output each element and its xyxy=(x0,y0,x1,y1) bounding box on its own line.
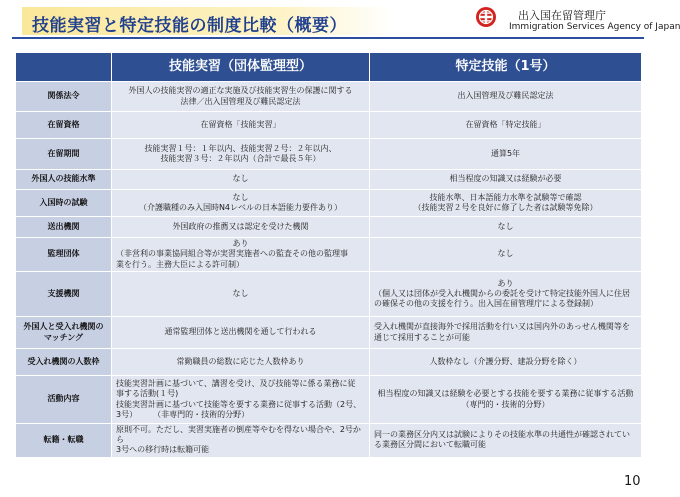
cell-technical-intern xyxy=(112,424,370,458)
cell-text-line: 業を行う。主務大臣による許可制） xyxy=(116,259,244,269)
row-label: 受入れ機関の人数枠 xyxy=(16,349,112,376)
table-row xyxy=(16,139,642,170)
cell-text-line: 在留資格「特定技能」 xyxy=(465,119,546,129)
cell-text-line: 技能実習１号：１年以内、技能実習２号：２年以内、 xyxy=(144,143,337,153)
cell-text-line: 技能水準、日本語能力水準を試験等で確認 xyxy=(429,192,582,202)
cell-technical-intern xyxy=(112,82,370,112)
cell-text-line: 受入れ機関が直接海外で採用活動を行い又は国内外のあっせん機関等を xyxy=(374,322,630,332)
cell-technical-intern xyxy=(112,190,370,217)
cell-text-line: 同一の業務区分内又は試験によりその技能水準の共通性が確認されてい xyxy=(374,430,630,440)
table-row xyxy=(16,190,642,217)
cell-technical-intern xyxy=(112,317,370,349)
cell-technical-intern xyxy=(112,112,370,139)
cell-text-line: 外国人の技能実習の適正な実施及び技能実習生の保護に関する xyxy=(128,86,353,96)
row-label: 活動内容 xyxy=(16,376,112,424)
cell-text-line: あり xyxy=(232,239,249,249)
cell-technical-intern xyxy=(112,349,370,376)
cell-text-line: （介護職種のみ入国時N4レベルの日本語能力要件あり） xyxy=(138,203,343,212)
cell-text-line: 相当程度の知識又は経験を必要とする技能を要する業務に従事する活動 xyxy=(377,389,634,399)
cell-text-line: なし xyxy=(497,249,514,259)
cell-technical-intern xyxy=(112,170,370,190)
cell-technical-intern xyxy=(112,139,370,170)
table-row xyxy=(16,376,642,424)
cell-text-line: 外国政府の推薦又は認定を受けた機関 xyxy=(172,221,309,231)
cell-text-line: 法律／出入国管理及び難民認定法 xyxy=(180,96,301,106)
title-divider xyxy=(12,37,644,39)
row-label: 外国人の技能水準 xyxy=(16,170,112,190)
row-label: 支援機関 xyxy=(16,272,112,317)
cell-text-line: なし xyxy=(232,192,249,202)
cell-text-line: （個人又は団体が受入れ機関からの委託を受けて特定技能外国人に住居 xyxy=(374,288,630,298)
cell-technical-intern xyxy=(112,272,370,317)
table-row xyxy=(16,272,642,317)
cell-text-line: る業務区分間において転職可能 xyxy=(374,440,486,450)
row-label: 入国時の試験 xyxy=(16,190,112,217)
agency-name-en: Immigration Services Agency of Japan xyxy=(509,22,680,32)
column-header-technical-intern: 技能実習（団体監理型） xyxy=(112,53,370,82)
table-row xyxy=(16,317,642,349)
table-header-row xyxy=(16,53,642,82)
cell-text-line: 出入国管理及び難民認定法 xyxy=(457,91,554,101)
cell-specified-skilled xyxy=(370,170,642,190)
cell-text-line: （非営利の事業協同組合等が実習実施者への監査その他の監理事 xyxy=(116,249,348,259)
cell-text-line: 3号への移行時は転籍可能 xyxy=(116,445,210,455)
cell-text-line: あり xyxy=(497,278,514,288)
cell-text-line: 人数枠なし（介護分野、建設分野を除く） xyxy=(429,356,582,366)
cell-text-line: 在留資格「技能実習」 xyxy=(200,119,281,129)
table-row xyxy=(16,82,642,112)
cell-text-line: なし xyxy=(497,221,514,231)
agency-name-jp: 出入国在留管理庁 xyxy=(518,9,606,22)
table-row xyxy=(16,424,642,458)
cell-text-line: 通常監理団体と送出機関を通して行われる xyxy=(164,327,317,337)
cell-specified-skilled xyxy=(370,139,642,170)
cell-specified-skilled xyxy=(370,317,642,349)
cell-text-line: なし xyxy=(232,288,249,298)
agency-emblem-icon xyxy=(475,6,497,28)
cell-specified-skilled xyxy=(370,82,642,112)
table-row xyxy=(16,238,642,272)
cell-text-line: の確保その他の支援を行う。出入国在留管理庁による登録制） xyxy=(374,299,598,309)
cell-text-line: （技能実習２号を良好に修了した者は試験等免除） xyxy=(413,203,598,212)
cell-text-line: 相当程度の知識又は経験が必要 xyxy=(449,174,562,184)
cell-text-line: 常勤職員の総数に応じた人数枠あり xyxy=(176,356,305,366)
cell-text-line: 技能実習計画に基づいて、講習を受け、及び技能等に係る業務に従 xyxy=(116,379,356,389)
cell-text-line: （専門的・技術的分野） xyxy=(461,399,550,409)
cell-specified-skilled xyxy=(370,272,642,317)
cell-text-line: 原則不可。ただし、実習実施者の倒産等やむを得ない場合や、2号から xyxy=(116,425,361,445)
cell-text-line: 技能実習３号：２年以内（合計で最長５年） xyxy=(160,154,321,163)
cell-text-line: 事する活動(１号) xyxy=(116,389,179,399)
row-label: 転籍・転職 xyxy=(16,424,112,458)
table-row xyxy=(16,349,642,376)
cell-text-line: なし xyxy=(232,174,249,184)
table-row xyxy=(16,170,642,190)
row-label: 送出機関 xyxy=(16,217,112,238)
table-row xyxy=(16,217,642,238)
cell-text-line: 通算5年 xyxy=(490,148,521,158)
row-label: 在留資格 xyxy=(16,112,112,139)
header-corner xyxy=(16,53,112,82)
column-header-specified-skilled: 特定技能（1号） xyxy=(370,53,642,82)
slide-title-band xyxy=(22,7,392,35)
row-label: 関係法令 xyxy=(16,82,112,112)
table-row xyxy=(16,112,642,139)
cell-specified-skilled xyxy=(370,112,642,139)
cell-specified-skilled xyxy=(370,190,642,217)
cell-technical-intern xyxy=(112,217,370,238)
row-label: 在留期間 xyxy=(16,139,112,170)
slide-title: 技能実習と特定技能の制度比較（概要） xyxy=(32,16,347,36)
row-label: 監理団体 xyxy=(16,238,112,272)
cell-text-line: 3号） （非専門的・技術的分野） xyxy=(116,409,250,419)
cell-specified-skilled xyxy=(370,349,642,376)
cell-text-line: 通じて採用することが可能 xyxy=(374,332,470,342)
cell-specified-skilled xyxy=(370,238,642,272)
cell-technical-intern xyxy=(112,238,370,272)
cell-technical-intern xyxy=(112,376,370,424)
page-number: 10 xyxy=(624,474,641,489)
comparison-table xyxy=(15,52,642,458)
cell-specified-skilled xyxy=(370,217,642,238)
row-label: 外国人と受入れ機関のマッチング xyxy=(16,317,112,349)
cell-specified-skilled xyxy=(370,424,642,458)
cell-text-line: 技能実習計画に基づいて技能等を要する業務に従事する活動（2号、 xyxy=(116,399,362,409)
cell-specified-skilled xyxy=(370,376,642,424)
